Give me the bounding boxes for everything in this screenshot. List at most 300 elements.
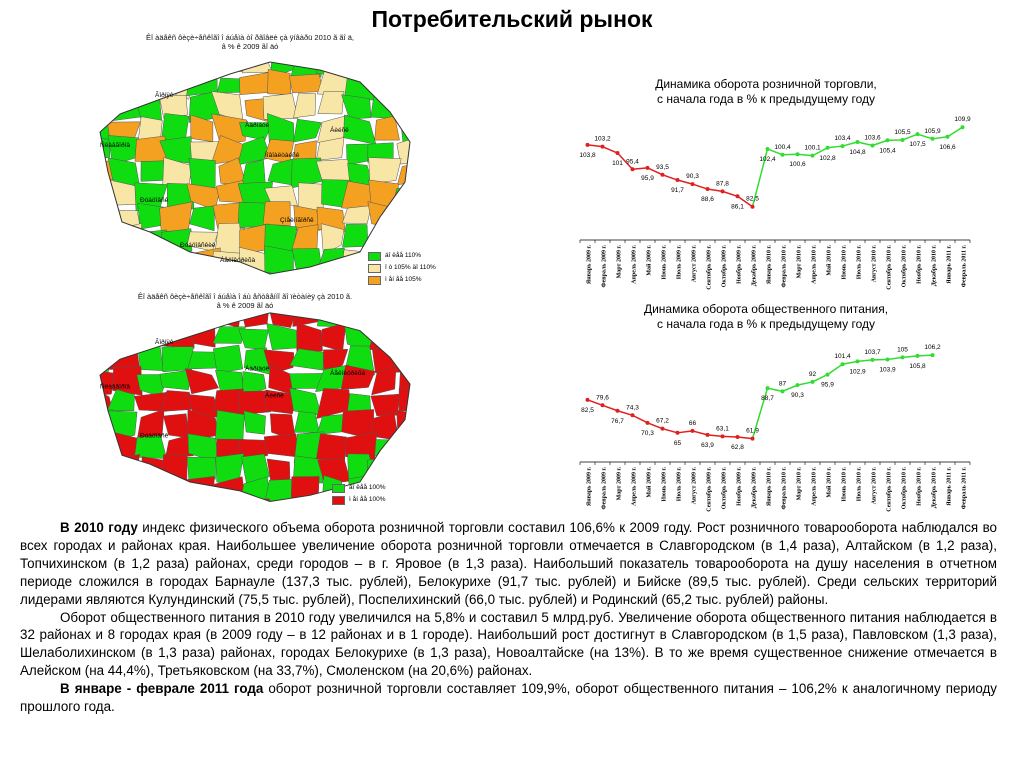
catering-map-label: Ãîðíÿê bbox=[155, 339, 174, 347]
catering-map-district bbox=[112, 328, 142, 353]
catering-map-district bbox=[213, 345, 243, 373]
catering-map-district bbox=[136, 475, 163, 503]
catering-map-district bbox=[60, 347, 89, 368]
paragraph-catering: Оборот общественного питания в 2010 году увеличился на 5,8% и составил 5 млрд.руб. Увеличение оборота общественного питания наблюдается в 32 районах и 8 городах края (в 2009 году – в 12 районах и в 1 городе). Наибольший рост достигнут в Славгородском (в 1,5 раза), Павловском (1,3 раза), Шелаболихинском (в 1,3 раза) районах, городах Белокурихе (в 1,3 раза), Новоалтайске (на 13%). В то же время существенное снижение отмечается в Алейском (на 44,4%), Третьяковском (на 33,7%), Смоленском (на 20,6%) районах. bbox=[20, 609, 997, 679]
retail-map-label: Íîâîàëòàéñê bbox=[265, 152, 300, 159]
retail-map-district bbox=[61, 157, 89, 185]
retail-chart-data-label: 95,4 bbox=[626, 158, 639, 166]
retail-map-header-line2: â % ê 2009 ãî äó bbox=[221, 42, 279, 51]
retail-map-district bbox=[165, 52, 189, 73]
catering-chart-point bbox=[766, 386, 770, 390]
catering-map-district bbox=[240, 304, 269, 327]
retail-chart-point bbox=[766, 147, 770, 151]
catering-map-district bbox=[316, 434, 347, 462]
retail-chart-point bbox=[646, 166, 650, 170]
catering-map-district bbox=[215, 499, 242, 514]
retail-map-district bbox=[138, 269, 165, 288]
retail-chart-data-label: 82,5 bbox=[746, 195, 759, 203]
retail-map-district bbox=[401, 120, 420, 142]
retail-chart-point bbox=[691, 182, 695, 186]
catering-chart-tick-label: Ноябрь 2010 г. bbox=[916, 467, 923, 506]
catering-map-legend-swatch bbox=[332, 484, 345, 493]
catering-map-district bbox=[264, 434, 298, 457]
catering-chart-tick-label: Апрель 2009 г. bbox=[631, 467, 638, 506]
catering-chart-point bbox=[841, 362, 845, 366]
retail-map-district bbox=[214, 52, 247, 72]
retail-chart-series-segment bbox=[678, 180, 693, 184]
retail-map-district bbox=[268, 69, 291, 94]
retail-chart-point bbox=[856, 140, 860, 144]
retail-chart-data-label: 107,5 bbox=[909, 141, 926, 149]
retail-map-district bbox=[294, 119, 322, 142]
catering-map-district bbox=[395, 304, 420, 323]
catering-chart-series-segment bbox=[603, 405, 618, 410]
retail-chart-tick-label: Январь 2010 г. bbox=[766, 245, 773, 285]
catering-chart-point bbox=[781, 389, 785, 393]
retail-map-district bbox=[109, 52, 142, 75]
retail-map-header-line1: Êî àäåêñ ôèçè÷åñêîãî î áúåìà òî ðãîâëè çà ÿíâàðü 2010 ã ãî ä, bbox=[145, 33, 355, 42]
retail-map-legend-item bbox=[368, 262, 436, 274]
retail-map-label: Áàðíàóë bbox=[245, 122, 270, 129]
catering-map-district bbox=[393, 432, 420, 460]
retail-chart-tick-label: Февраль 2010 г. bbox=[781, 245, 788, 288]
retail-chart-point bbox=[946, 135, 950, 139]
retail-map-district bbox=[60, 138, 85, 160]
catering-chart-data-label: 67,2 bbox=[656, 417, 669, 425]
retail-chart-point bbox=[586, 143, 590, 147]
catering-chart-data-label: 76,7 bbox=[611, 417, 624, 425]
catering-chart-data-label: 62,8 bbox=[731, 443, 744, 451]
catering-chart-data-label: 102,9 bbox=[849, 368, 866, 376]
catering-chart-point bbox=[916, 354, 920, 358]
retail-chart-tick-label: Апрель 2010 г. bbox=[811, 245, 818, 284]
catering-chart-point bbox=[661, 427, 665, 431]
catering-map-district bbox=[370, 304, 402, 327]
retail-chart-point bbox=[706, 187, 710, 191]
retail-chart-tick-label: Август 2010 г. bbox=[871, 245, 878, 283]
retail-map-district bbox=[298, 183, 324, 211]
retail-chart-tick-label: Декабрь 2009 г. bbox=[751, 245, 758, 287]
retail-chart-tick-label: Октябрь 2009 г. bbox=[721, 245, 728, 288]
retail-map-district bbox=[140, 52, 163, 73]
catering-map-label: Ðóáöîâñê bbox=[140, 432, 169, 440]
catering-chart-point bbox=[871, 358, 875, 362]
catering-map-district bbox=[62, 409, 89, 434]
retail-chart-point bbox=[781, 153, 785, 157]
catering-chart-tick-label: Февраль 2011 г. bbox=[961, 467, 968, 510]
retail-map-district bbox=[61, 227, 89, 254]
catering-chart-tick-label: Октябрь 2010 г. bbox=[901, 467, 908, 510]
retail-map-legend-swatch bbox=[368, 264, 381, 273]
retail-map-district bbox=[317, 274, 344, 288]
catering-chart-series-segment bbox=[663, 429, 678, 433]
retail-chart-data-label: 109,9 bbox=[954, 116, 971, 124]
catering-map-district bbox=[267, 501, 293, 514]
retail-map-legend-item bbox=[368, 274, 436, 286]
catering-map-label: Ñëàâãîðîä bbox=[100, 383, 130, 391]
catering-map-legend-label: ì åí åå 100% bbox=[349, 496, 386, 503]
catering-map-district bbox=[60, 370, 89, 394]
retail-chart-point bbox=[676, 178, 680, 182]
catering-map-district bbox=[185, 368, 218, 393]
catering-map-district bbox=[110, 306, 143, 325]
retail-chart-series-segment bbox=[858, 142, 873, 145]
catering-chart-data-label: 103,7 bbox=[864, 348, 881, 356]
retail-map-label: Áåëîêóðèõà bbox=[220, 257, 256, 264]
retail-chart-tick-label: Июль 2009 г. bbox=[676, 245, 683, 280]
retail-map-label: Ðóáöîâñê bbox=[140, 197, 169, 204]
retail-chart-point bbox=[616, 151, 620, 155]
retail-map-district bbox=[393, 187, 420, 209]
retail-map-district bbox=[190, 206, 215, 231]
catering-map-district bbox=[290, 349, 324, 370]
retail-map-district bbox=[60, 116, 83, 144]
retail-map-legend-label: î ò 105% äî 110% bbox=[385, 264, 436, 271]
retail-map-legend bbox=[368, 250, 436, 286]
catering-chart-title bbox=[596, 302, 936, 332]
retail-chart-data-label: 100,4 bbox=[774, 143, 791, 151]
catering-chart-series-segment bbox=[738, 437, 753, 439]
retail-map-legend-swatch bbox=[368, 252, 381, 261]
catering-map-legend-swatch bbox=[332, 496, 345, 505]
retail-map-district bbox=[85, 247, 113, 271]
catering-chart-tick-label: Декабрь 2009 г. bbox=[751, 467, 758, 509]
retail-map-label: Ðóáöîâñêèé bbox=[180, 242, 216, 249]
retail-chart-data-label: 105,5 bbox=[894, 128, 911, 136]
retail-chart-point bbox=[721, 189, 725, 193]
retail-map-district bbox=[395, 54, 420, 75]
retail-map-district bbox=[81, 96, 112, 117]
retail-chart-series-segment bbox=[948, 127, 963, 137]
retail-chart-data-label: 91,7 bbox=[671, 187, 684, 195]
catering-chart-point bbox=[826, 373, 830, 377]
retail-map-district bbox=[60, 94, 86, 118]
retail-map-header bbox=[100, 33, 400, 51]
catering-map-district bbox=[86, 322, 115, 352]
retail-map-district bbox=[160, 202, 193, 232]
catering-chart-data-label: 66 bbox=[688, 419, 697, 427]
catering-map-district bbox=[188, 502, 219, 514]
retail-map-district bbox=[395, 70, 420, 97]
retail-chart-data-label: 106,6 bbox=[939, 143, 956, 151]
retail-chart-point bbox=[631, 167, 635, 171]
catering-map-district bbox=[396, 498, 420, 514]
catering-map-header-line1: Êî àäåêñ ôèçè÷åñêîãî î áúåìà î áù åñòâåííî ãî ïèòàíèÿ çà 2010 ã. bbox=[137, 292, 353, 301]
catering-map-district bbox=[111, 454, 140, 481]
retail-chart-tick-label: Июнь 2010 г. bbox=[841, 245, 848, 280]
catering-chart-tick-label: Март 2009 г. bbox=[616, 467, 623, 501]
catering-chart-series-segment bbox=[828, 364, 843, 374]
retail-map-legend-label: ì åí åå 105% bbox=[385, 276, 422, 283]
retail-chart-data-label: 87,8 bbox=[716, 180, 729, 188]
catering-map-district bbox=[60, 431, 85, 461]
retail-chart-data-label: 103,8 bbox=[579, 151, 596, 159]
retail-chart-tick-label: Январь 2011 г. bbox=[946, 245, 953, 284]
retail-chart-series-segment bbox=[828, 146, 843, 148]
retail-chart-data-label: 88,6 bbox=[701, 196, 714, 204]
retail-map-district bbox=[82, 52, 112, 76]
catering-chart-tick-label: Август 2009 г. bbox=[691, 467, 698, 505]
retail-chart-data-label: 104,8 bbox=[849, 149, 866, 156]
catering-map-district bbox=[82, 455, 116, 483]
catering-map-label: Áàðíàóë bbox=[245, 365, 270, 373]
catering-map-district bbox=[84, 502, 116, 514]
retail-chart-tick-label: Март 2009 г. bbox=[616, 245, 623, 279]
catering-map-district bbox=[140, 499, 166, 514]
retail-chart-data-label: 103,6 bbox=[864, 134, 881, 142]
catering-chart-point bbox=[796, 383, 800, 387]
catering-map-label: Áèéñê bbox=[265, 392, 284, 400]
catering-chart-tick-label: Апрель 2010 г. bbox=[811, 467, 818, 506]
retail-chart-tick-label: Июль 2010 г. bbox=[856, 245, 863, 280]
retail-chart-tick-label: Февраль 2009 г. bbox=[601, 245, 608, 288]
body-text bbox=[20, 519, 997, 716]
retail-map-district bbox=[318, 248, 347, 268]
retail-map-district bbox=[60, 179, 90, 210]
catering-chart-tick-label: Сентябрь 2009 г. bbox=[706, 467, 713, 512]
catering-map-district bbox=[297, 323, 323, 352]
retail-map-district bbox=[393, 224, 420, 253]
catering-map-district bbox=[397, 328, 420, 352]
paragraph-2011 bbox=[20, 680, 997, 716]
retail-chart-point bbox=[751, 205, 755, 209]
retail-map-district bbox=[136, 251, 165, 276]
retail-turnover-chart bbox=[560, 108, 980, 292]
catering-chart-data-label: 70,3 bbox=[641, 429, 654, 437]
catering-chart-data-label: 63,1 bbox=[716, 425, 729, 433]
catering-map-district bbox=[265, 479, 292, 507]
retail-chart-data-label: 105,9 bbox=[924, 127, 941, 135]
catering-chart-data-label: 103,9 bbox=[879, 366, 896, 374]
retail-map-district bbox=[318, 91, 344, 114]
catering-chart-data-label: 63,9 bbox=[701, 441, 714, 449]
retail-map-label: Áèéñê bbox=[330, 127, 349, 134]
retail-chart-series-segment bbox=[783, 154, 798, 155]
retail-chart-tick-label: Январь 2009 г. bbox=[586, 245, 593, 285]
retail-chart-tick-label: Май 2010 г. bbox=[826, 245, 833, 276]
retail-chart-tick-label: Сентябрь 2009 г. bbox=[706, 245, 713, 290]
catering-map-district bbox=[267, 323, 298, 349]
retail-map-district bbox=[368, 202, 399, 228]
retail-map-district bbox=[394, 93, 420, 120]
catering-map-district bbox=[394, 480, 420, 506]
catering-map-district bbox=[60, 453, 90, 482]
catering-chart-point bbox=[751, 437, 755, 441]
catering-chart-data-label: 65 bbox=[673, 439, 682, 447]
retail-chart-data-label: 103,4 bbox=[834, 135, 851, 143]
retail-chart-data-label: 100,1 bbox=[804, 144, 821, 152]
retail-map-district bbox=[371, 52, 394, 79]
catering-map-district bbox=[317, 305, 343, 327]
catering-map-legend-item bbox=[332, 482, 386, 494]
retail-region-map bbox=[60, 52, 420, 288]
retail-map-district bbox=[375, 116, 400, 140]
catering-chart-tick-label: Январь 2010 г. bbox=[766, 467, 773, 507]
catering-chart-series-segment bbox=[903, 356, 918, 358]
retail-chart-point bbox=[811, 154, 815, 158]
retail-map-district bbox=[293, 93, 315, 118]
retail-chart-data-label: 95,9 bbox=[641, 174, 654, 182]
catering-chart-series-segment bbox=[633, 415, 648, 423]
retail-map-district bbox=[60, 272, 90, 288]
retail-map-district bbox=[369, 158, 402, 184]
catering-chart-data-label: 106,2 bbox=[924, 344, 941, 352]
catering-chart-series-segment bbox=[678, 431, 693, 433]
catering-chart-data-label: 74,3 bbox=[626, 404, 639, 412]
retail-chart-series-segment bbox=[693, 184, 708, 189]
retail-chart-tick-label: Декабрь 2010 г. bbox=[931, 245, 938, 287]
retail-chart-series-segment bbox=[798, 154, 813, 155]
retail-chart-point bbox=[916, 132, 920, 136]
catering-chart-series-segment bbox=[888, 357, 903, 359]
retail-chart-point bbox=[961, 125, 965, 129]
catering-chart-point bbox=[856, 359, 860, 363]
retail-chart-data-label: 90,3 bbox=[686, 173, 699, 181]
retail-chart-series-segment bbox=[603, 147, 618, 153]
catering-chart-tick-label: Февраль 2009 г. bbox=[601, 467, 608, 510]
catering-chart-tick-label: Сентябрь 2010 г. bbox=[886, 467, 893, 512]
catering-chart-point bbox=[646, 421, 650, 425]
retail-map-district bbox=[398, 210, 420, 226]
retail-map-district bbox=[265, 275, 299, 288]
retail-map-district bbox=[238, 272, 271, 288]
retail-map-district bbox=[268, 159, 294, 185]
catering-map-district bbox=[298, 503, 323, 514]
paragraph-2011-lead: В январе - феврале 2011 года bbox=[60, 681, 264, 697]
catering-chart-series-segment bbox=[708, 435, 723, 437]
catering-map-district bbox=[321, 323, 346, 352]
retail-map-legend-label: áî ëåå 110% bbox=[385, 252, 422, 259]
catering-map-district bbox=[187, 304, 220, 327]
retail-chart-data-label: 93,5 bbox=[656, 163, 669, 171]
catering-map-district bbox=[60, 388, 89, 412]
catering-chart-data-label: 87 bbox=[778, 380, 787, 388]
catering-chart-tick-label: Июль 2009 г. bbox=[676, 467, 683, 502]
catering-chart-series-segment bbox=[768, 388, 783, 391]
catering-chart-point bbox=[676, 431, 680, 435]
catering-map-district bbox=[369, 324, 398, 350]
catering-chart-tick-label: Май 2010 г. bbox=[826, 467, 833, 498]
catering-chart-tick-label: Июнь 2010 г. bbox=[841, 467, 848, 502]
catering-chart-title-line1: Динамика оборота общественного питания, bbox=[643, 302, 889, 316]
retail-map-district bbox=[82, 180, 114, 210]
retail-chart-tick-label: Октябрь 2010 г. bbox=[901, 245, 908, 288]
catering-chart-tick-label: Март 2010 г. bbox=[796, 467, 803, 501]
retail-chart-series-segment bbox=[708, 189, 723, 191]
retail-map-district bbox=[110, 245, 140, 273]
retail-map-district bbox=[190, 273, 217, 288]
retail-chart-point bbox=[886, 138, 890, 142]
catering-chart-tick-label: Октябрь 2009 г. bbox=[721, 467, 728, 510]
catering-chart-data-label: 95,9 bbox=[821, 381, 834, 389]
retail-chart-data-label: 101 bbox=[612, 160, 623, 168]
catering-chart-point bbox=[691, 429, 695, 433]
catering-map-district bbox=[60, 304, 88, 330]
catering-map-district bbox=[60, 504, 88, 514]
catering-chart-point bbox=[886, 357, 890, 361]
retail-chart-series-segment bbox=[588, 145, 603, 147]
catering-chart-series-segment bbox=[723, 436, 738, 437]
retail-chart-series-segment bbox=[918, 134, 933, 139]
catering-map-district bbox=[141, 457, 166, 485]
retail-map-district bbox=[113, 73, 142, 98]
retail-chart-series-segment bbox=[723, 191, 738, 196]
catering-map-header-line2: â % ê 2009 ãî äó bbox=[216, 301, 274, 310]
page-title: Потребительский рынок bbox=[371, 6, 653, 32]
catering-chart-series-segment bbox=[693, 431, 708, 435]
catering-map-district bbox=[160, 500, 195, 514]
retail-chart-tick-label: Ноябрь 2009 г. bbox=[736, 245, 743, 284]
catering-map-district bbox=[82, 304, 110, 327]
catering-chart-point bbox=[706, 433, 710, 437]
retail-map-label: Ãîðíÿê bbox=[155, 92, 174, 99]
catering-chart-point bbox=[586, 398, 590, 402]
catering-chart-tick-label: Январь 2009 г. bbox=[586, 467, 593, 507]
catering-map-district bbox=[110, 479, 142, 504]
catering-chart-tick-label: Май 2009 г. bbox=[646, 467, 653, 498]
catering-map-district bbox=[367, 456, 400, 484]
retail-map-district bbox=[316, 52, 351, 77]
catering-chart-series-segment bbox=[798, 382, 813, 385]
catering-chart-tick-label: Февраль 2010 г. bbox=[781, 467, 788, 510]
catering-map-district bbox=[348, 304, 376, 328]
catering-chart-data-label: 90,3 bbox=[791, 392, 804, 400]
catering-chart-data-label: 79,6 bbox=[596, 394, 609, 402]
retail-map-district bbox=[108, 268, 138, 288]
catering-chart-data-label: 61,9 bbox=[746, 427, 759, 435]
retail-map-district bbox=[162, 268, 187, 288]
retail-map-district bbox=[346, 144, 370, 165]
catering-map-district bbox=[371, 394, 401, 416]
catering-chart-series-segment bbox=[618, 411, 633, 416]
catering-map-district bbox=[215, 410, 244, 440]
retail-chart-tick-label: Ноябрь 2010 г. bbox=[916, 245, 923, 284]
catering-chart-data-label: 92 bbox=[808, 370, 817, 378]
catering-map-district bbox=[60, 321, 88, 348]
catering-map-district bbox=[244, 499, 272, 514]
retail-chart-point bbox=[901, 138, 905, 142]
catering-chart-series-segment bbox=[918, 355, 933, 356]
catering-map-legend-item bbox=[332, 494, 386, 506]
catering-chart-point bbox=[736, 435, 740, 439]
catering-map-district bbox=[186, 476, 215, 505]
retail-chart-data-label: 102,8 bbox=[819, 154, 836, 162]
catering-map-district bbox=[60, 481, 88, 505]
retail-map-district bbox=[60, 252, 83, 275]
catering-map-legend-label: áî ëåå 100% bbox=[349, 484, 386, 491]
retail-chart-data-label: 102,4 bbox=[759, 155, 776, 163]
retail-map-district bbox=[60, 202, 83, 232]
catering-map-district bbox=[162, 304, 194, 329]
paragraph-retail-lead: В 2010 году bbox=[60, 520, 138, 535]
retail-chart-series-segment bbox=[633, 168, 648, 169]
catering-map-district bbox=[82, 349, 110, 373]
retail-chart-data-label: 103,2 bbox=[594, 135, 611, 143]
catering-map-district bbox=[290, 388, 322, 416]
retail-chart-title-line1: Динамика оборота розничной торговли, bbox=[655, 77, 877, 91]
retail-map-district bbox=[371, 95, 395, 119]
retail-chart-tick-label: Сентябрь 2010 г. bbox=[886, 245, 893, 290]
catering-chart-title-line2: с начала года в % к предыдущему году bbox=[656, 317, 875, 331]
retail-chart-tick-label: Февраль 2011 г. bbox=[961, 245, 968, 288]
catering-map-label: Áåëîêóðèõà bbox=[330, 370, 366, 378]
retail-chart-data-label: 100,6 bbox=[789, 161, 806, 169]
catering-chart-point bbox=[601, 403, 605, 407]
catering-chart-tick-label: Июнь 2009 г. bbox=[661, 467, 668, 502]
retail-chart-data-label: 86,1 bbox=[731, 203, 744, 211]
catering-map-district bbox=[109, 498, 140, 514]
retail-chart-point bbox=[661, 173, 665, 177]
